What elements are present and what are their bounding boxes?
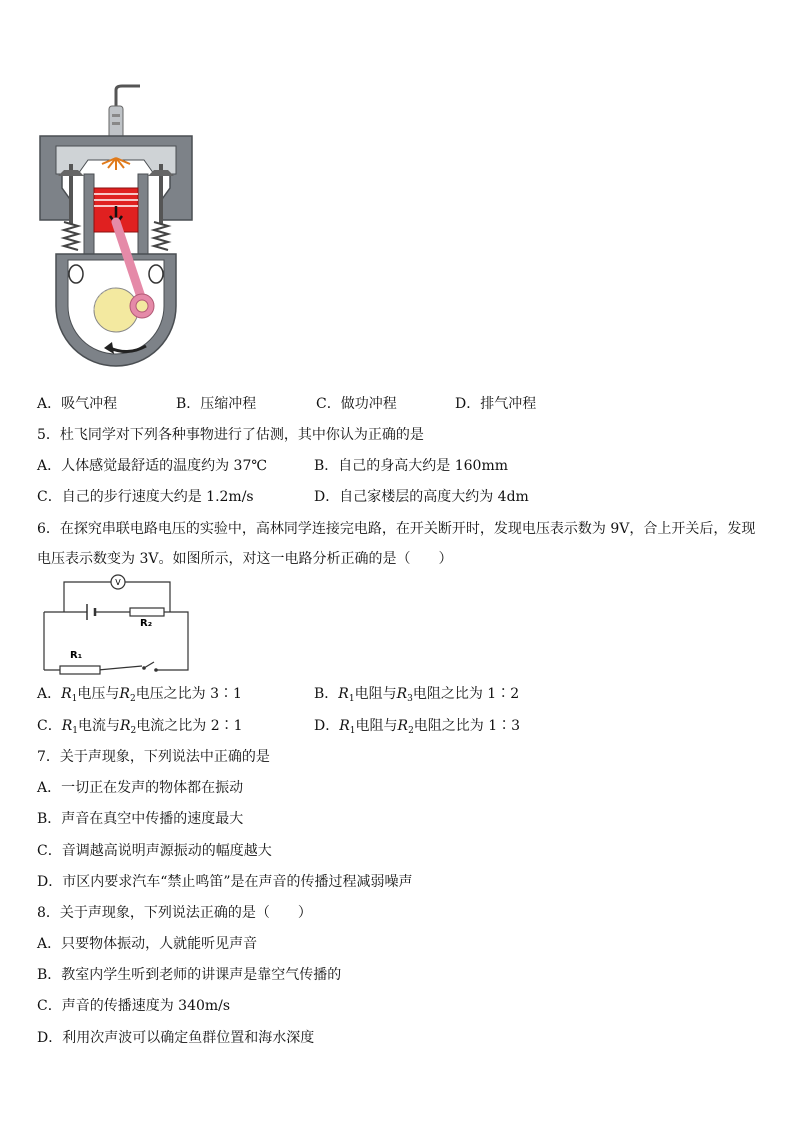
q7-stem: 7．关于声现象，下列说法中正确的是 [37,749,270,765]
q8-option-d: D．利用次声波可以确定鱼群位置和海水深度 [37,1030,315,1046]
r2-label: R₂ [140,618,153,629]
q7-option-c: C．音调越高说明声源振动的幅度越大 [37,843,272,859]
resistor-r2 [130,608,164,616]
q6-stem-line2: 电压表示数变为 3V。如图所示，对这一电路分析正确的是（ ） [37,551,453,567]
q4-option-c: C．做功冲程 [316,396,397,412]
q8-option-c: C．声音的传播速度为 340m/s [37,998,231,1014]
q7-option-d: D．市区内要求汽车“禁止鸣笛”是在声音的传播过程减弱噪声 [37,874,413,890]
intake-cam [69,265,83,283]
q4-option-a: A．吸气冲程 [37,396,118,412]
resistor-r1 [60,666,100,674]
r1-label: R₁ [70,650,83,661]
q6-option-c: C．$R_1$电流与$R_2$电流之比为 2∶1 [37,718,243,736]
voltmeter-label: V [115,578,121,587]
q4-option-b: B．压缩冲程 [176,396,257,412]
q5-option-a: A．人体感觉最舒适的温度约为 37℃ [37,458,268,474]
q5-option-d: D．自己家楼层的高度大约为 4dm [314,489,529,505]
engine-stroke-figure [36,84,198,378]
q6-stem-line1: 6．在探究串联电路电压的实验中，高林同学连接完电路，在开关断开时，发现电压表示数为 9V，合上开关后，发现 [37,521,756,537]
q6-option-a: A．$R_1$电压与$R_2$电压之比为 3∶1 [37,686,242,704]
switch [144,662,154,668]
q5-option-c: C．自己的步行速度大约是 1.2m/s [37,489,254,505]
circuit-wire [44,612,188,670]
q5-option-b: B．自己的身高大约是 160mm [314,458,509,474]
q8-option-b: B．教室内学生听到老师的讲课声是靠空气传播的 [37,967,342,983]
circuit-diagram [40,574,196,676]
q8-stem: 8．关于声现象，下列说法正确的是（ ） [37,905,312,921]
intake-spring [64,222,78,250]
q8-option-a: A．只要物体振动，人就能听见声音 [37,936,258,952]
q6-option-d: D．$R_1$电阻与$R_2$电阻之比为 1∶3 [314,718,521,736]
exhaust-cam [149,265,163,283]
q5-stem: 5．杜飞同学对下列各种事物进行了估测，其中你认为正确的是 [37,427,424,443]
q7-option-b: B．声音在真空中传播的速度最大 [37,811,244,827]
spark-plug-wire [116,86,140,106]
exhaust-spring [154,222,168,250]
q7-option-a: A．一切正在发声的物体都在振动 [37,780,244,796]
q6-option-b: B．$R_1$电阻与$R_3$电阻之比为 1∶2 [314,686,520,704]
q4-option-d: D．排气冲程 [455,396,537,412]
